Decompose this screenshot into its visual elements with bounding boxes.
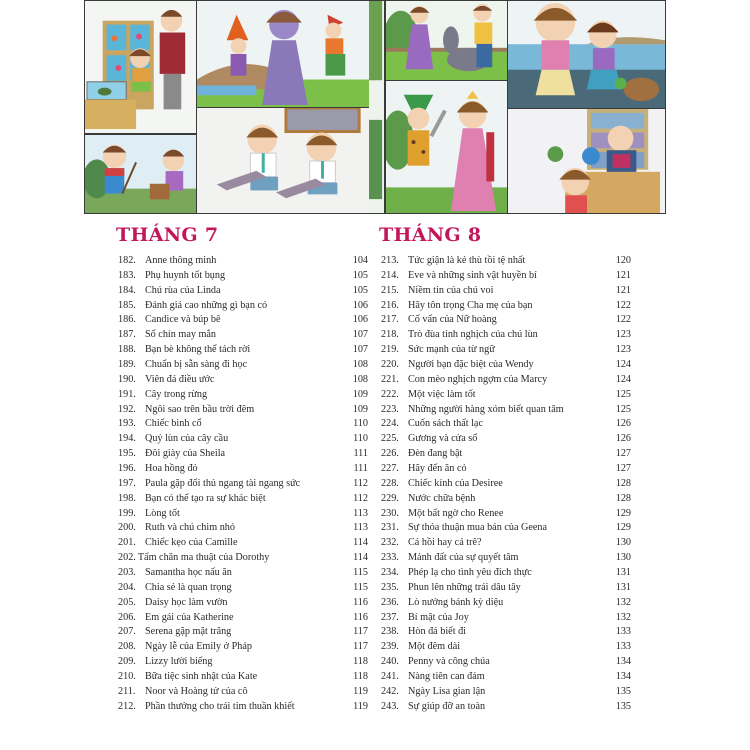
toc-entry[interactable] <box>381 611 631 626</box>
entry-page-number: 131 <box>615 581 631 593</box>
toc-entry[interactable] <box>118 388 368 403</box>
entry-page-number: 128 <box>615 477 631 489</box>
entry-page-number: 122 <box>615 299 631 311</box>
entry-page-number: 106 <box>352 314 368 326</box>
entry-number: 187. <box>118 329 136 341</box>
entry-page-number: 127 <box>615 448 631 460</box>
entry-page-number: 124 <box>615 373 631 385</box>
entry-page-number: 111 <box>353 448 368 460</box>
entry-page-number: 129 <box>615 507 631 519</box>
illustration-fairy-forest <box>196 0 370 108</box>
entry-title: Ngày lễ của Emily ở Pháp <box>145 641 252 653</box>
entry-page-number: 107 <box>352 344 368 356</box>
entry-number: 232. <box>381 537 399 549</box>
toc-entry[interactable] <box>118 432 368 447</box>
toc-entry[interactable] <box>381 358 631 373</box>
toc-entry[interactable] <box>381 640 631 655</box>
entry-page-number: 113 <box>353 522 368 534</box>
entry-title: Paula gặp đối thủ ngang tài ngang sức <box>145 477 301 489</box>
entry-title: Chiếc kẹo của Camille <box>145 537 238 549</box>
entry-number: 207. <box>118 626 136 638</box>
entry-number: 196. <box>118 463 136 475</box>
entry-number: 218. <box>381 329 399 341</box>
entry-page-number: 135 <box>615 685 631 697</box>
entry-page-number: 104 <box>352 255 368 266</box>
toc-entry[interactable] <box>381 313 631 328</box>
entry-page-number: 130 <box>615 537 631 549</box>
toc-list <box>381 254 631 715</box>
toc-entry[interactable] <box>381 373 631 388</box>
entry-number: 210. <box>118 671 136 683</box>
entry-number: 208. <box>118 641 136 653</box>
entry-number: 214. <box>381 269 399 281</box>
entry-page-number: 127 <box>615 463 631 475</box>
entry-number: 228. <box>381 477 399 489</box>
entry-title: Chia sẻ là quan trọng <box>145 581 232 593</box>
entry-page-number: 135 <box>615 700 631 712</box>
entry-page-number: 116 <box>353 611 368 623</box>
toc-entry[interactable] <box>118 269 368 284</box>
entry-number: 215. <box>381 284 399 296</box>
entry-page-number: 115 <box>353 567 368 579</box>
entry-page-number: 118 <box>353 671 368 683</box>
entry-title: Viên đá điều ước <box>145 373 215 385</box>
entry-title: Chiếc bình cổ <box>145 418 202 430</box>
entry-number: 211. <box>118 685 136 697</box>
toc-entry[interactable] <box>381 507 631 522</box>
entry-number: 220. <box>381 359 399 371</box>
entry-number: 192. <box>118 403 136 415</box>
entry-number: 236. <box>381 596 399 608</box>
entry-page-number: 118 <box>353 656 368 668</box>
toc-entry[interactable] <box>118 700 368 715</box>
entry-page-number: 128 <box>615 492 631 504</box>
entry-title: Cây trong rừng <box>145 388 208 400</box>
entry-title: Serena gặp mặt trăng <box>145 626 232 638</box>
entry-title: Chú rùa của Linda <box>145 284 221 296</box>
entry-page-number: 126 <box>615 433 631 445</box>
entry-title: Sự giúp đỡ an toàn <box>408 700 486 712</box>
entry-number: 230. <box>381 507 399 519</box>
entry-number: 201. <box>118 537 136 549</box>
toc-entry[interactable] <box>118 284 368 299</box>
toc-entry[interactable] <box>118 596 368 611</box>
entry-title: Niềm tin của chú voi <box>408 284 494 296</box>
toc-entry[interactable] <box>381 343 631 358</box>
toc-entry[interactable] <box>118 581 368 596</box>
entry-title: Trò đùa tinh nghịch của chú lùn <box>408 329 538 341</box>
toc-entry[interactable] <box>381 700 631 715</box>
entry-title: Cá hồi hay cá trê? <box>408 537 482 549</box>
entry-title: Cố vấn của Nữ hoàng <box>408 314 497 326</box>
entry-page-number: 119 <box>353 685 368 697</box>
entry-title: Sự thỏa thuận mua bán của Geena <box>408 522 548 534</box>
entry-number: 199. <box>118 507 136 519</box>
entry-page-number: 123 <box>615 329 631 341</box>
entry-page-number: 106 <box>352 299 368 311</box>
entry-number: 240. <box>381 656 399 668</box>
entry-number: 222. <box>381 388 399 400</box>
toc-entry[interactable] <box>381 551 631 566</box>
entry-page-number: 108 <box>352 373 368 385</box>
entry-title: Candice và búp bê <box>145 314 221 326</box>
entry-number: 197. <box>118 477 136 489</box>
entry-page-number: 105 <box>352 284 368 296</box>
entry-number: 183. <box>118 269 136 281</box>
entry-title: Samantha học nấu ăn <box>145 567 232 579</box>
entry-title: Phụ huynh tốt bụng <box>145 269 226 281</box>
entry-page-number: 124 <box>615 359 631 371</box>
entry-number: 227. <box>381 463 399 475</box>
entry-title: Hòn đá biết đi <box>408 626 467 638</box>
entry-title: Chuẩn bị sẵn sàng đi học <box>145 359 248 371</box>
toc-entry[interactable] <box>381 477 631 492</box>
illustration-classroom <box>196 107 370 214</box>
entry-page-number: 121 <box>615 284 631 296</box>
entry-title: Một việc làm tốt <box>408 388 476 400</box>
entry-title: Tấm chăn ma thuật của Dorothy <box>137 552 270 564</box>
toc-section-thang-7 <box>118 224 368 715</box>
entry-title: Phép lạ cho tình yêu đích thực <box>408 567 532 579</box>
toc-entry[interactable] <box>118 477 368 492</box>
entry-number: 184. <box>118 284 136 296</box>
toc-entry[interactable] <box>118 254 368 269</box>
entry-title: Chiếc kính của Desiree <box>408 477 503 489</box>
toc-entry[interactable] <box>118 640 368 655</box>
entry-title: Hãy đến ăn cỏ <box>408 463 467 475</box>
entry-number: 213. <box>381 255 399 266</box>
entry-number: 200. <box>118 522 136 534</box>
entry-title: Những người hàng xóm biết quan tâm <box>408 403 564 415</box>
entry-number: 223. <box>381 403 399 415</box>
toc-entry[interactable] <box>118 625 368 640</box>
toc-entry[interactable] <box>118 521 368 536</box>
entry-number: 194. <box>118 433 136 445</box>
illustration-strip <box>369 0 385 214</box>
illustration-kids-chopping <box>84 134 197 214</box>
entry-title: Hoa hồng đỏ <box>145 463 198 475</box>
toc-entry[interactable] <box>118 507 368 522</box>
entry-title: Ngày Lisa gian lận <box>408 685 486 697</box>
entry-page-number: 133 <box>615 626 631 638</box>
toc-entry[interactable] <box>381 625 631 640</box>
entry-title: Lizzy lười biếng <box>145 656 213 668</box>
toc-list <box>118 254 368 715</box>
entry-title: Ngôi sao trên bầu trời đêm <box>145 403 255 415</box>
illustration-aquarium <box>84 0 197 134</box>
entry-title: Nàng tiên can đảm <box>408 671 485 683</box>
entry-number: 216. <box>381 299 399 311</box>
toc-entry[interactable] <box>118 566 368 581</box>
entry-page-number: 110 <box>353 418 368 430</box>
entry-title: Con mèo nghịch ngợm của Marcy <box>408 373 548 385</box>
entry-number: 242. <box>381 685 399 697</box>
illustration-collage <box>84 0 666 215</box>
entry-number: 225. <box>381 433 399 445</box>
toc-entry[interactable] <box>118 551 368 566</box>
entry-number: 234. <box>381 567 399 579</box>
entry-number: 217. <box>381 314 399 326</box>
toc-entry[interactable] <box>118 655 368 670</box>
entry-title: Lò nướng bánh kỳ diệu <box>408 596 504 608</box>
entry-page-number: 125 <box>615 388 631 400</box>
entry-title: Bí mật của Joy <box>408 611 469 623</box>
entry-number: 235. <box>381 581 399 593</box>
toc-entry[interactable] <box>118 313 368 328</box>
toc-entry[interactable] <box>118 417 368 432</box>
entry-title: Phần thưởng cho trái tim thuần khiết <box>145 700 295 712</box>
toc-entry[interactable] <box>118 358 368 373</box>
illustration-warrior-princess <box>385 80 508 214</box>
entry-number: 219. <box>381 344 399 356</box>
entry-number: 237. <box>381 611 399 623</box>
toc-entry[interactable] <box>381 254 631 269</box>
entry-page-number: 134 <box>615 656 631 668</box>
entry-page-number: 117 <box>353 626 368 638</box>
entry-title: Hãy tôn trọng Cha mẹ của bạn <box>408 299 533 311</box>
month-heading: THÁNG 7 <box>116 224 219 246</box>
toc-entry[interactable] <box>118 447 368 462</box>
entry-title: Một đêm dài <box>408 641 461 653</box>
entry-title: Đánh giá cao những gì bạn có <box>145 299 268 311</box>
entry-number: 238. <box>381 626 399 638</box>
toc-entry[interactable] <box>381 299 631 314</box>
entry-page-number: 132 <box>615 611 631 623</box>
entry-title: Tức giận là kẻ thù tồi tệ nhất <box>408 255 526 266</box>
toc-entry[interactable] <box>381 685 631 700</box>
month-heading: THÁNG 8 <box>379 224 482 246</box>
toc-entry[interactable] <box>381 328 631 343</box>
entry-page-number: 107 <box>352 329 368 341</box>
toc-entry[interactable] <box>118 403 368 418</box>
toc-entry[interactable] <box>118 611 368 626</box>
entry-number: 202. <box>118 552 136 564</box>
entry-number: 193. <box>118 418 136 430</box>
toc-entry[interactable] <box>381 521 631 536</box>
toc-entry[interactable] <box>381 581 631 596</box>
entry-title: Lòng tốt <box>145 507 180 519</box>
entry-page-number: 122 <box>615 314 631 326</box>
toc-entry[interactable] <box>381 432 631 447</box>
entry-number: 205. <box>118 596 136 608</box>
toc-entry[interactable] <box>118 462 368 477</box>
toc-entry[interactable] <box>118 492 368 507</box>
entry-page-number: 126 <box>615 418 631 430</box>
entry-number: 189. <box>118 359 136 371</box>
toc-entry[interactable] <box>381 388 631 403</box>
entry-number: 182. <box>118 255 136 266</box>
entry-number: 191. <box>118 388 136 400</box>
entry-number: 186. <box>118 314 136 326</box>
entry-page-number: 123 <box>615 344 631 356</box>
entry-number: 241. <box>381 671 399 683</box>
entry-title: Bạn có thể tạo ra sự khác biệt <box>145 492 266 504</box>
entry-page-number: 110 <box>353 433 368 445</box>
toc-entry[interactable] <box>381 269 631 284</box>
entry-number: 203. <box>118 567 136 579</box>
entry-page-number: 133 <box>615 641 631 653</box>
entry-number: 224. <box>381 418 399 430</box>
entry-number: 198. <box>118 492 136 504</box>
entry-title: Anne thông minh <box>145 255 217 266</box>
illustration-donkey <box>385 0 508 81</box>
entry-number: 195. <box>118 448 136 460</box>
toc-entry[interactable] <box>381 417 631 432</box>
entry-number: 185. <box>118 299 136 311</box>
toc-entry[interactable] <box>381 566 631 581</box>
entry-title: Nước chữa bệnh <box>408 492 476 504</box>
entry-page-number: 130 <box>615 552 631 564</box>
entry-page-number: 132 <box>615 596 631 608</box>
entry-page-number: 113 <box>353 507 368 519</box>
entry-title: Ruth và chú chim nhỏ <box>145 522 235 534</box>
toc-entry[interactable] <box>381 447 631 462</box>
entry-page-number: 131 <box>615 567 631 579</box>
entry-page-number: 117 <box>353 641 368 653</box>
entry-title: Daisy học làm vườn <box>145 596 228 608</box>
entry-number: 190. <box>118 373 136 385</box>
entry-number: 239. <box>381 641 399 653</box>
entry-title: Phun lên những trái dâu tây <box>408 581 521 593</box>
entry-number: 231. <box>381 522 399 534</box>
entry-number: 206. <box>118 611 136 623</box>
entry-page-number: 112 <box>353 492 368 504</box>
entry-page-number: 109 <box>352 388 368 400</box>
entry-number: 204. <box>118 581 136 593</box>
entry-title: Một bất ngờ cho Renee <box>408 507 504 519</box>
toc-entry[interactable] <box>381 492 631 507</box>
toc-entry[interactable] <box>381 536 631 551</box>
toc-entry[interactable] <box>381 596 631 611</box>
entry-title: Đèn đang bật <box>408 448 463 460</box>
entry-number: 229. <box>381 492 399 504</box>
entry-title: Quỷ lùn của cây cầu <box>145 433 229 445</box>
entry-page-number: 114 <box>353 552 368 564</box>
entry-title: Penny và công chúa <box>408 656 490 668</box>
entry-title: Em gái của Katherine <box>145 611 234 623</box>
entry-page-number: 109 <box>352 403 368 415</box>
entry-page-number: 108 <box>352 359 368 371</box>
entry-title: Noor và Hoàng tử của cô <box>145 685 248 697</box>
toc-entry[interactable] <box>381 670 631 685</box>
entry-title: Số chín may mắn <box>145 329 217 341</box>
toc-section-thang-8 <box>381 224 631 715</box>
entry-number: 243. <box>381 700 399 712</box>
entry-page-number: 119 <box>353 700 368 712</box>
entry-page-number: 129 <box>615 522 631 534</box>
entry-title: Bạn bè không thể tách rời <box>145 344 251 356</box>
toc-entry[interactable] <box>118 373 368 388</box>
entry-title: Người bạn đặc biệt của Wendy <box>408 359 534 371</box>
toc-entry[interactable] <box>381 462 631 477</box>
illustration-lake-turtle <box>507 0 666 109</box>
entry-page-number: 125 <box>615 403 631 415</box>
entry-number: 212. <box>118 700 136 712</box>
entry-title: Gương và cửa sổ <box>408 433 478 445</box>
entry-number: 209. <box>118 656 136 668</box>
entry-number: 233. <box>381 552 399 564</box>
entry-page-number: 116 <box>353 596 368 608</box>
entry-page-number: 121 <box>615 269 631 281</box>
toc-entry[interactable] <box>381 284 631 299</box>
entry-number: 226. <box>381 448 399 460</box>
entry-page-number: 111 <box>353 463 368 475</box>
entry-page-number: 115 <box>353 581 368 593</box>
entry-number: 188. <box>118 344 136 356</box>
entry-title: Eve và những sinh vật huyền bí <box>408 269 537 281</box>
entry-page-number: 120 <box>615 255 631 266</box>
toc-entry[interactable] <box>118 299 368 314</box>
entry-page-number: 112 <box>353 477 368 489</box>
entry-title: Bữa tiệc sinh nhật của Kate <box>145 671 258 683</box>
toc-entry[interactable] <box>381 403 631 418</box>
entry-title: Mảnh đất của sự quyết tâm <box>408 552 519 564</box>
toc-entry[interactable] <box>118 328 368 343</box>
entry-page-number: 134 <box>615 671 631 683</box>
toc-entry[interactable] <box>118 670 368 685</box>
entry-title: Đôi giày của Sheila <box>145 448 226 460</box>
entry-title: Sức mạnh của từ ngữ <box>408 344 495 356</box>
illustration-teacher-library <box>507 108 666 214</box>
toc-entry[interactable] <box>381 655 631 670</box>
toc-entry[interactable] <box>118 343 368 358</box>
entry-title: Cuốn sách thất lạc <box>408 418 483 430</box>
toc-entry[interactable] <box>118 685 368 700</box>
entry-page-number: 114 <box>353 537 368 549</box>
entry-number: 221. <box>381 373 399 385</box>
entry-page-number: 105 <box>352 269 368 281</box>
toc-entry[interactable] <box>118 536 368 551</box>
